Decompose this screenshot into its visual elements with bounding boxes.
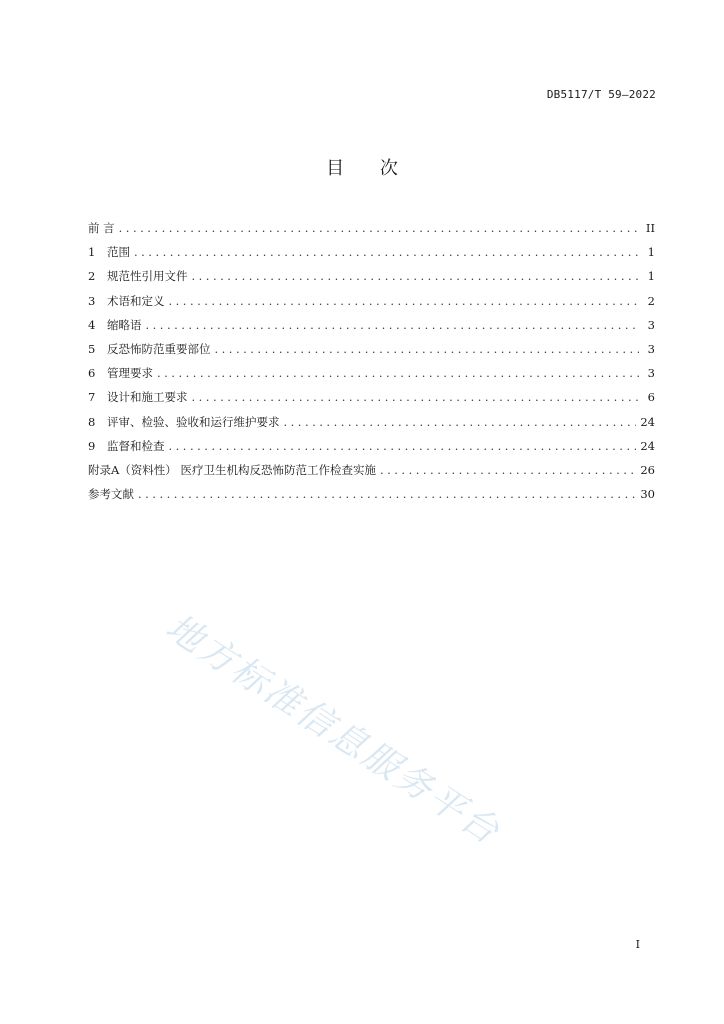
toc-leader-dots	[157, 366, 639, 380]
toc-entry-label: 缩略语	[107, 317, 142, 332]
toc-entry-label: 前 言	[88, 221, 115, 235]
toc-entry-2[interactable]	[88, 268, 655, 292]
toc-entry-foreword[interactable]	[88, 220, 655, 244]
toc-entry-5[interactable]	[88, 341, 655, 365]
toc-leader-dots	[134, 245, 639, 259]
toc-entry-label: 反恐怖防范重要部位	[107, 341, 211, 356]
toc-entry-number: 9	[88, 438, 96, 453]
toc-entry-number: 2	[88, 269, 96, 284]
toc-entry-label: 评审、检验、验收和运行维护要求	[107, 414, 280, 429]
toc-leader-dots	[169, 439, 637, 453]
toc-entry-page: 24	[640, 438, 655, 453]
toc-entry-page: 6	[647, 390, 655, 405]
toc-leader-dots	[215, 342, 640, 356]
toc-entry-page: 1	[647, 245, 655, 260]
toc-entry-9[interactable]	[88, 438, 655, 462]
toc-entry-7[interactable]	[88, 389, 655, 413]
toc-entry-page: 3	[647, 366, 655, 381]
watermark: 地方标准信息服务平台	[158, 606, 508, 854]
toc-entry-page: 1	[647, 269, 655, 284]
toc-entry-label: 设计和施工要求	[107, 390, 188, 405]
toc-entry-label: 监督和检查	[107, 438, 165, 453]
toc-entry-label: 附录A（资料性） 医疗卫生机构反恐怖防范工作检查实施	[88, 462, 376, 477]
toc-entry-8[interactable]	[88, 414, 655, 438]
toc-entry-number: 3	[88, 293, 96, 308]
toc-leader-dots	[192, 390, 640, 404]
toc-leader-dots	[284, 415, 637, 429]
toc-entry-label: 规范性引用文件	[107, 269, 188, 284]
toc-entry-label: 管理要求	[107, 366, 153, 381]
toc-entry-label: 范围	[107, 245, 130, 260]
toc-entry-number: 4	[88, 317, 96, 332]
toc-leader-dots	[146, 318, 640, 332]
toc-entry-number: 1	[88, 245, 96, 260]
toc-entry-appendix-a[interactable]	[88, 462, 655, 486]
toc-entry-label: 术语和定义	[107, 293, 165, 308]
toc-entry-page: 2	[647, 293, 655, 308]
toc-entry-number: 6	[88, 366, 96, 381]
toc-entry-page: 30	[640, 487, 655, 502]
toc-leader-dots	[169, 294, 640, 308]
toc-leader-dots	[119, 221, 639, 235]
toc-entry-1[interactable]	[88, 244, 655, 268]
toc-leader-dots	[192, 269, 640, 283]
toc-leader-dots	[380, 463, 636, 477]
toc-entry-label: 参考文献	[88, 487, 134, 502]
toc-entry-references[interactable]	[88, 486, 655, 510]
toc-list	[88, 220, 655, 510]
toc-entry-page: 24	[640, 414, 655, 429]
toc-entry-6[interactable]	[88, 365, 655, 389]
toc-entry-page: 3	[647, 317, 655, 332]
toc-title: 目 次	[326, 158, 398, 179]
toc-entry-number: 8	[88, 414, 96, 429]
page-number: I	[635, 938, 640, 951]
doc-code: DB5117/T 59—2022	[546, 88, 656, 101]
toc-entry-page: II	[645, 221, 655, 235]
toc-entry-page: 26	[640, 462, 655, 477]
toc-leader-dots	[138, 487, 636, 501]
toc-entry-3[interactable]	[88, 293, 655, 317]
toc-entry-page: 3	[647, 341, 655, 356]
toc-entry-number: 5	[88, 341, 96, 356]
toc-entry-number: 7	[88, 390, 96, 405]
toc-entry-4[interactable]	[88, 317, 655, 341]
